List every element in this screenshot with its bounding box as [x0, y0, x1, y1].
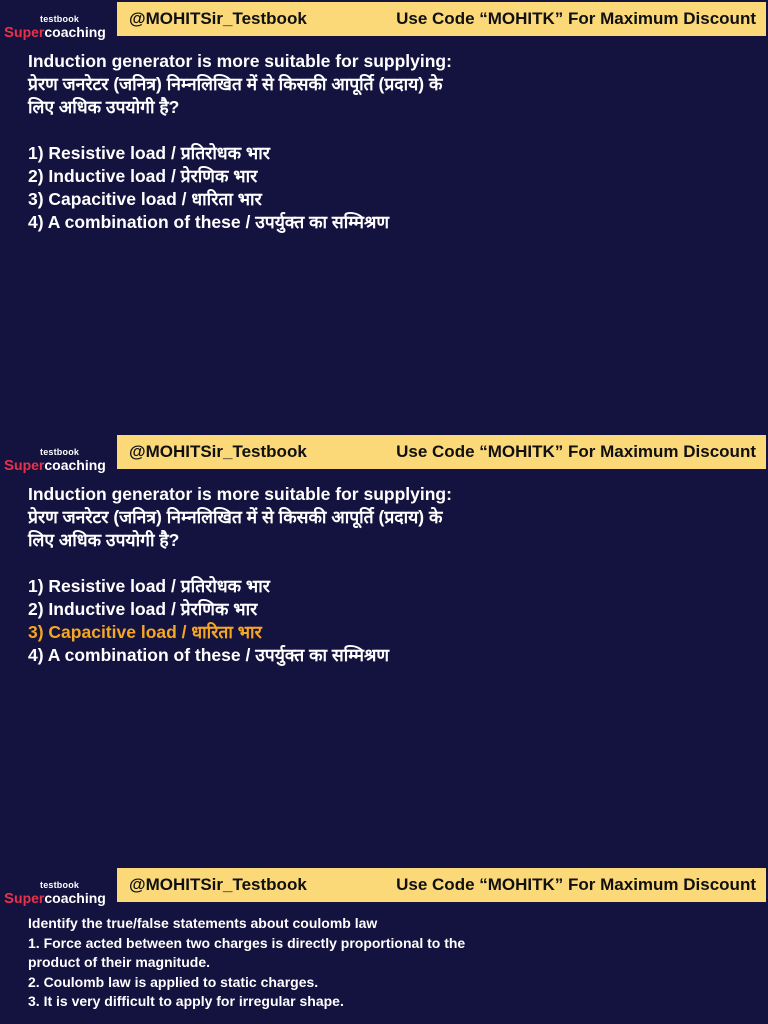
logo-red-text: uper	[14, 457, 45, 473]
question-line: Induction generator is more suitable for supplying:	[28, 484, 452, 504]
logo-first-letter: S	[4, 24, 15, 41]
question-line: प्रेरण जनरेटर (जनित्र) निम्नलिखित में से किसकी आपूर्ति (प्रदाय) के	[28, 507, 443, 527]
statement-line: 2. Coulomb law is applied to static charges.	[28, 973, 319, 990]
promo-banner	[117, 2, 766, 36]
statement-line: 3. It is very difficult to apply for irregular shape.	[28, 993, 344, 1009]
banner-code: Use Code “MOHITK” For Maximum Discount	[396, 875, 756, 894]
logo-red-text: uper	[14, 890, 45, 906]
slide-3	[0, 866, 768, 1024]
option-4: 4) A combination of these / उपर्युक्त का सम्मिश्रण	[28, 645, 390, 665]
slide-1	[0, 0, 768, 433]
option-2: 2) Inductive load / प्रेरणिक भार	[28, 166, 258, 186]
question-line: लिए अधिक उपयोगी है?	[28, 97, 180, 117]
logo-first-letter: S	[4, 457, 15, 474]
supercoaching-logo	[4, 447, 116, 477]
logo-small-text: testbook	[40, 880, 80, 890]
question-line: Identify the true/false statements about coulomb law	[28, 915, 378, 931]
statement-line: product of their magnitude.	[28, 954, 210, 970]
logo-white-text: coaching	[44, 457, 106, 473]
question-line: Induction generator is more suitable for supplying:	[28, 51, 452, 71]
statement-line: 1. Force acted between two charges is directly proportional to the	[28, 934, 466, 951]
option-4: 4) A combination of these / उपर्युक्त का सम्मिश्रण	[28, 212, 390, 232]
slide-2	[0, 433, 768, 866]
option-1: 1) Resistive load / प्रतिरोधक भार	[28, 143, 270, 163]
promo-banner	[117, 868, 766, 902]
logo-small-text: testbook	[40, 447, 80, 457]
banner-code: Use Code “MOHITK” For Maximum Discount	[396, 442, 756, 461]
supercoaching-logo	[4, 14, 116, 44]
question-block	[28, 914, 748, 1012]
banner-handle: @MOHITSir_Testbook	[129, 9, 307, 28]
question-line: लिए अधिक उपयोगी है?	[28, 530, 180, 550]
option-2: 2) Inductive load / प्रेरणिक भार	[28, 599, 258, 619]
option-3-correct-answer: 3) Capacitive load / धारिता भार	[28, 622, 262, 642]
question-block	[28, 50, 748, 234]
logo-white-text: coaching	[44, 890, 106, 906]
question-line: प्रेरण जनरेटर (जनित्र) निम्नलिखित में से किसकी आपूर्ति (प्रदाय) के	[28, 74, 443, 94]
question-block	[28, 483, 748, 667]
banner-handle: @MOHITSir_Testbook	[129, 442, 307, 461]
supercoaching-logo	[4, 880, 116, 910]
banner-code: Use Code “MOHITK” For Maximum Discount	[396, 9, 756, 28]
logo-red-text: uper	[14, 24, 45, 40]
promo-banner	[117, 435, 766, 469]
banner-handle: @MOHITSir_Testbook	[129, 875, 307, 894]
logo-small-text: testbook	[40, 14, 80, 24]
option-1: 1) Resistive load / प्रतिरोधक भार	[28, 576, 270, 596]
logo-white-text: coaching	[44, 24, 106, 40]
option-3: 3) Capacitive load / धारिता भार	[28, 189, 262, 209]
logo-first-letter: S	[4, 890, 15, 907]
